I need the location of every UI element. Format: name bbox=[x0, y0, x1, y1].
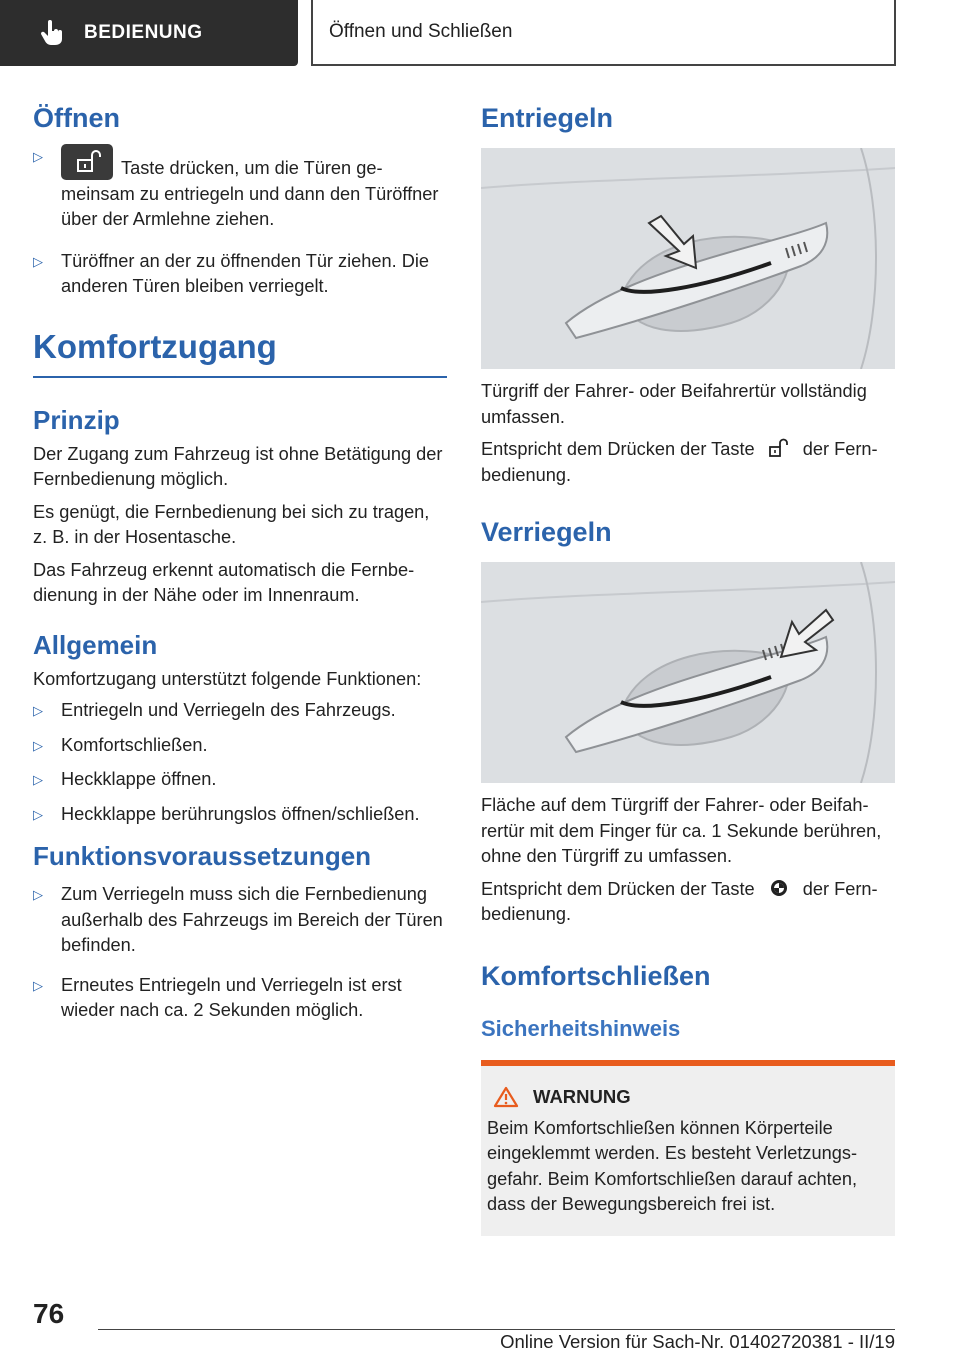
warning-box bbox=[481, 1060, 895, 1236]
page-header bbox=[0, 0, 960, 66]
list-item bbox=[33, 802, 447, 828]
list-item bbox=[33, 882, 447, 959]
bullet-triangle-icon: ▷ bbox=[33, 806, 43, 822]
list-item-text: Komfortschließen. bbox=[61, 734, 208, 755]
door-handle-touch-illustration bbox=[481, 562, 895, 783]
heading-sicherheitshinweis: Sicherheitshinweis bbox=[481, 1015, 681, 1041]
warning-text: Beim Komfortschließen können Körperteile eingeklemmt werden. Es besteht Verletzungsgefahr. Beim Komfortschließen darauf achten, dass der Bewegungsbereich frei ist. bbox=[487, 1117, 858, 1214]
list-item-text: Entriegeln und Verriegeln des Fahrzeugs. bbox=[61, 700, 396, 720]
verriegeln-text-2b: der Fernbedienung. bbox=[481, 878, 878, 924]
unlock-key-button-icon bbox=[61, 144, 113, 180]
heading-funktionsvoraussetzungen: Funktionsvoraussetzungen bbox=[33, 841, 372, 871]
bullet-triangle-icon: ▷ bbox=[33, 887, 43, 902]
left-column bbox=[33, 96, 447, 1033]
list-item-text: Erneutes Entriegeln und Verriegeln ist erst wieder nach ca. 2 Sekunden möglich. bbox=[61, 974, 402, 1020]
allgemein-list bbox=[33, 698, 447, 827]
prinzip-text-2: Es genügt, die Fernbedienung bei sich zu tragen, z. B. in der Hosentasche. bbox=[33, 501, 430, 547]
allgemein-intro: Komfortzugang unterstützt folgende Funktionen: bbox=[33, 668, 422, 689]
heading-komfortzugang: Komfortzugang bbox=[33, 327, 277, 365]
heading-komfortschliessen: Komfortschließen bbox=[481, 960, 711, 991]
entriegeln-text-1: Türgriff der Fahrer- oder Beifahrertür vollständig umfassen. bbox=[481, 381, 867, 427]
hand-pointer-icon bbox=[40, 20, 64, 46]
verriegeln-text-2 bbox=[481, 877, 895, 928]
heading-verriegeln: Verriegeln bbox=[481, 517, 612, 547]
bullet-triangle-icon: ▷ bbox=[33, 703, 43, 718]
prinzip-text-1: Der Zugang zum Fahrzeug ist ohne Betätigung der Fernbedienung möglich. bbox=[33, 443, 443, 489]
list-item bbox=[33, 767, 447, 793]
right-column bbox=[481, 96, 895, 1236]
lock-bmw-icon bbox=[764, 877, 794, 899]
bullet-triangle-icon: ▷ bbox=[33, 772, 43, 787]
warning-triangle-icon bbox=[493, 1086, 519, 1108]
section-tab-label: BEDIENUNG bbox=[84, 22, 203, 43]
list-item-text: Heckklappe berührungslos öffnen/schließen. bbox=[61, 803, 420, 824]
warning-title-row bbox=[493, 1086, 887, 1108]
list-item bbox=[33, 698, 447, 724]
bullet-triangle-icon: ▷ bbox=[33, 737, 43, 753]
list-item bbox=[33, 973, 447, 1024]
list-item-text: Zum Verriegeln muss sich die Fernbedienung außerhalb des Fahrzeugs im Bereich der Türen befinden. bbox=[61, 884, 443, 955]
door-handle-grip-illustration bbox=[481, 148, 895, 369]
entriegeln-text-2a: Entspricht dem Drücken der Taste bbox=[481, 439, 755, 459]
entriegeln-text-2 bbox=[481, 437, 895, 488]
bullet-triangle-icon: ▷ bbox=[33, 977, 43, 993]
oeffnen-list bbox=[33, 144, 447, 300]
section-tab bbox=[0, 0, 298, 66]
warning-title: WARNUNG bbox=[533, 1085, 631, 1107]
bullet-triangle-icon: ▷ bbox=[33, 253, 43, 269]
heading-oeffnen: Öffnen bbox=[33, 103, 120, 133]
page-number: 76 bbox=[33, 1298, 65, 1329]
heading-prinzip: Prinzip bbox=[33, 404, 120, 435]
voraussetzungen-list bbox=[33, 882, 447, 1024]
oeffnen-item-2: Türöffner an der zu öffnenden Tür ziehen. Die anderen Türen bleiben verriegelt. bbox=[61, 250, 430, 296]
oeffnen-item-1: Taste drücken, um die Türen gemeinsam zu entriegeln und dann den Türöffner über der Armlehne ziehen. bbox=[61, 158, 439, 229]
chapter-box bbox=[311, 0, 896, 66]
list-item bbox=[33, 144, 447, 233]
heading-rule bbox=[33, 376, 447, 378]
unlock-icon bbox=[764, 437, 794, 459]
heading-allgemein: Allgemein bbox=[33, 629, 158, 660]
list-item-text: Heckklappe öffnen. bbox=[61, 769, 217, 789]
verriegeln-text-2a: Entspricht dem Drücken der Taste bbox=[481, 878, 755, 899]
entriegeln-text-2b: der Fernbedienung. bbox=[481, 439, 878, 485]
list-item bbox=[33, 249, 447, 300]
footer-rule bbox=[98, 1329, 895, 1330]
online-version-note: Online Version für Sach-Nr. 01402720381 - II/19 bbox=[500, 1331, 895, 1352]
verriegeln-text-1: Fläche auf dem Türgriff der Fahrer- oder Beifahrertür mit dem Finger für ca. 1 Sekunde berühren, ohne den Türgriff zu umfassen. bbox=[481, 795, 882, 866]
prinzip-text-3: Das Fahrzeug erkennt automatisch die Fernbedienung in der Nähe oder im Innenraum. bbox=[33, 559, 415, 605]
list-item bbox=[33, 733, 447, 759]
chapter-title: Öffnen und Schließen bbox=[329, 21, 513, 42]
bullet-triangle-icon: ▷ bbox=[33, 149, 43, 164]
heading-entriegeln: Entriegeln bbox=[481, 103, 614, 133]
